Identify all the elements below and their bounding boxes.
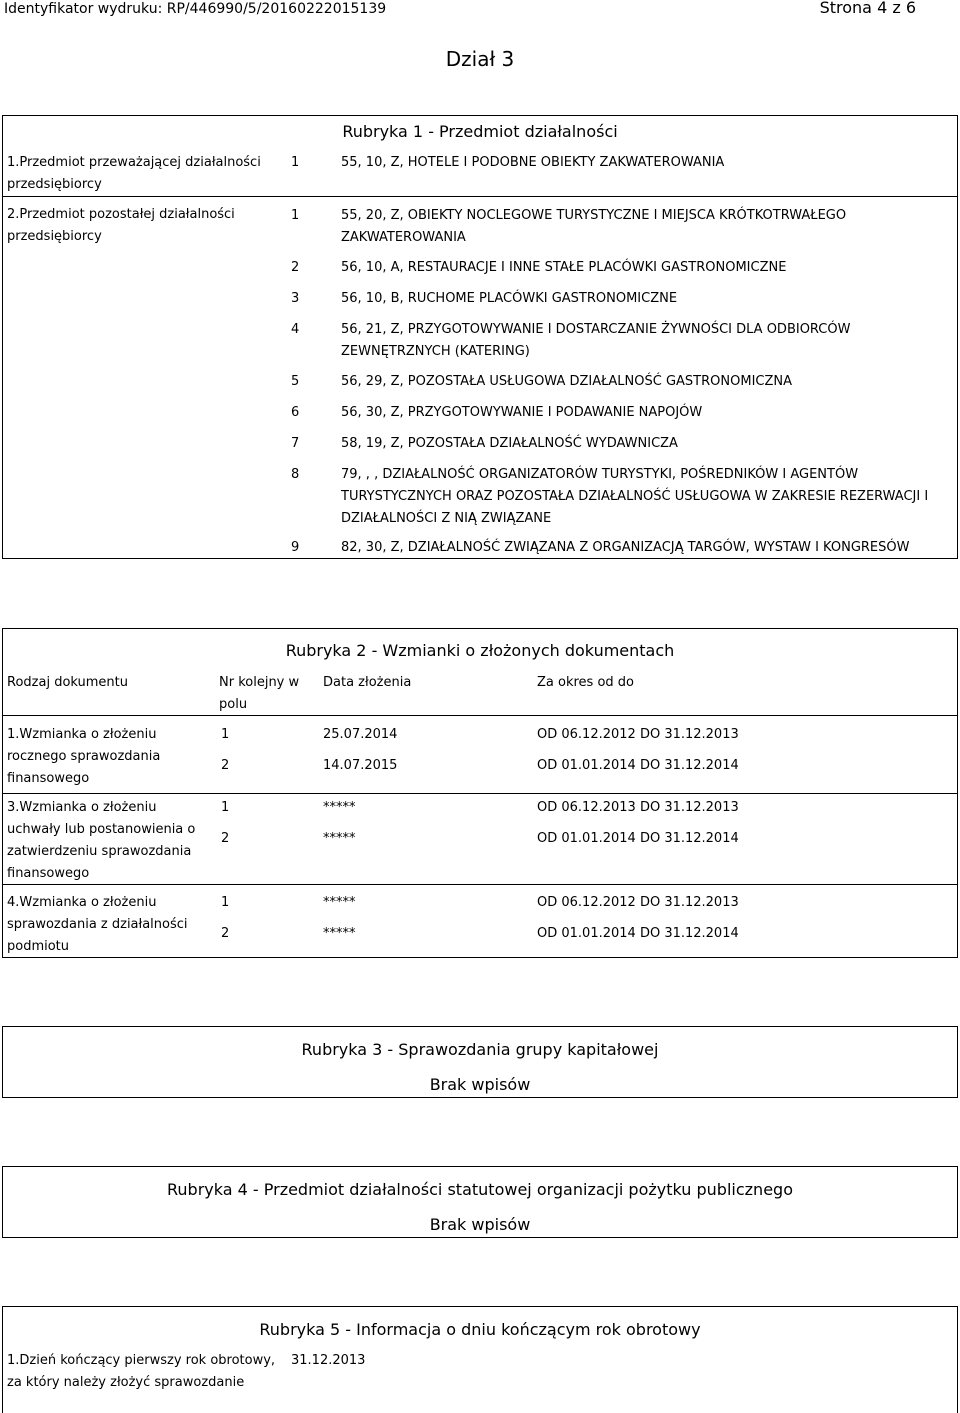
document-date: ***** [323,800,356,815]
divider [3,793,957,794]
other-activity-no: 9 [291,540,300,555]
other-activity-no: 2 [291,260,300,275]
other-activity-text: 56, 29, Z, POZOSTAŁA USŁUGOWA DZIAŁALNOŚĆ GASTRONOMICZNA [341,374,793,389]
document-period: OD 06.12.2012 DO 31.12.2013 [537,727,739,742]
document-date: 14.07.2015 [323,758,398,773]
rubryka-4-title: Rubryka 4 - Przedmiot działalności statutowej organizacji pożytku publicznego [167,1180,793,1199]
section-title: Dział 3 [445,47,515,71]
rubryka-1 [2,115,958,559]
document-date: 25.07.2014 [323,727,398,742]
rubryka-2-title: Rubryka 2 - Wzmianki o złożonych dokumentach [285,641,675,660]
col-header-period: Za okres od do [537,675,634,690]
document-period: OD 06.12.2013 DO 31.12.2013 [537,800,739,815]
other-activity-text: 56, 10, B, RUCHOME PLACÓWKI GASTRONOMICZNE [341,291,678,306]
rubryka-5 [2,1306,958,1413]
other-activity-label: 2.Przedmiot pozostałej działalności przedsiębiorcy [7,207,235,244]
col-header-type: Rodzaj dokumentu [7,675,128,690]
rubryka-5-title: Rubryka 5 - Informacja o dniu kończącym rok obrotowy [259,1320,701,1339]
fiscal-year-end-label: 1.Dzień kończący pierwszy rok obrotowy, za który należy złożyć sprawozdanie [7,1353,276,1390]
rubryka-3-title: Rubryka 3 - Sprawozdania grupy kapitałowej [301,1040,659,1059]
page-number: Strona 4 z 6 [819,0,916,17]
document-type-label: 1.Wzmianka o złożeniu rocznego sprawozdania finansowego [7,727,161,786]
other-activity-no: 6 [291,405,300,420]
fiscal-year-end-value: 31.12.2013 [291,1353,366,1368]
main-activity-no: 1 [291,155,300,170]
document-date: ***** [323,895,356,910]
document-date: ***** [323,926,356,941]
rubryka-4-value: Brak wpisów [429,1215,531,1234]
document-no: 1 [221,895,230,910]
other-activity-text: 58, 19, Z, POZOSTAŁA DZIAŁALNOŚĆ WYDAWNICZA [341,436,678,451]
document-no: 2 [221,758,230,773]
other-activity-no: 4 [291,322,300,337]
document-no: 1 [221,727,230,742]
document-no: 2 [221,831,230,846]
rubryka-2 [2,628,958,958]
other-activity-no: 1 [291,208,300,223]
document-period: OD 01.01.2014 DO 31.12.2014 [537,831,739,846]
rubryka-3-value: Brak wpisów [429,1075,531,1094]
document-period: OD 01.01.2014 DO 31.12.2014 [537,926,739,941]
other-activity-no: 3 [291,291,300,306]
rubryka-1-title: Rubryka 1 - Przedmiot działalności [342,122,618,141]
other-activity-text: 56, 30, Z, PRZYGOTOWYWANIE I PODAWANIE NAPOJÓW [341,405,703,420]
other-activity-text: 56, 21, Z, PRZYGOTOWYWANIE I DOSTARCZANIE ŻYWNOŚCI DLA ODBIORCÓW ZEWNĘTRZNYCH (KATERING) [341,322,851,359]
document-type-label: 4.Wzmianka o złożeniu sprawozdania z działalności podmiotu [7,895,188,954]
document-no: 1 [221,800,230,815]
divider [3,715,957,716]
document-no: 2 [221,926,230,941]
document-period: OD 06.12.2012 DO 31.12.2013 [537,895,739,910]
document-period: OD 01.01.2014 DO 31.12.2014 [537,758,739,773]
col-header-no: Nr kolejny w polu [219,675,300,712]
document-date: ***** [323,831,356,846]
other-activity-text: 82, 30, Z, DZIAŁALNOŚĆ ZWIĄZANA Z ORGANIZACJĄ TARGÓW, WYSTAW I KONGRESÓW [341,540,910,555]
main-activity-text: 55, 10, Z, HOTELE I PODOBNE OBIEKTY ZAKWATEROWANIA [341,155,725,170]
other-activity-no: 8 [291,467,300,482]
divider [3,884,957,885]
rubryka-4 [2,1166,958,1238]
other-activity-no: 5 [291,374,300,389]
print-identifier: Identyfikator wydruku: RP/446990/5/20160222015139 [4,1,387,17]
main-activity-label: 1.Przedmiot przeważającej działalności przedsiębiorcy [7,155,261,192]
col-header-date: Data złożenia [323,675,412,690]
divider [3,196,957,197]
other-activity-text: 56, 10, A, RESTAURACJE I INNE STAŁE PLACÓWKI GASTRONOMICZNE [341,260,787,275]
document-type-label: 3.Wzmianka o złożeniu uchwały lub postanowienia o zatwierdzeniu sprawozdania finansowego [7,800,196,881]
other-activity-text: 55, 20, Z, OBIEKTY NOCLEGOWE TURYSTYCZNE I MIEJSCA KRÓTKOTRWAŁEGO ZAKWATEROWANIA [341,208,847,245]
other-activity-text: 79, , , DZIAŁALNOŚĆ ORGANIZATORÓW TURYSTYKI, POŚREDNIKÓW I AGENTÓW TURYSTYCZNYCH ORAZ POZOSTAŁA DZIAŁALNOŚĆ USŁUGOWA W ZAKRESIE REZERWACJI I DZIAŁALNOŚCI Z NIĄ ZWIĄZANE [341,467,929,526]
other-activity-no: 7 [291,436,300,451]
rubryka-3 [2,1026,958,1098]
